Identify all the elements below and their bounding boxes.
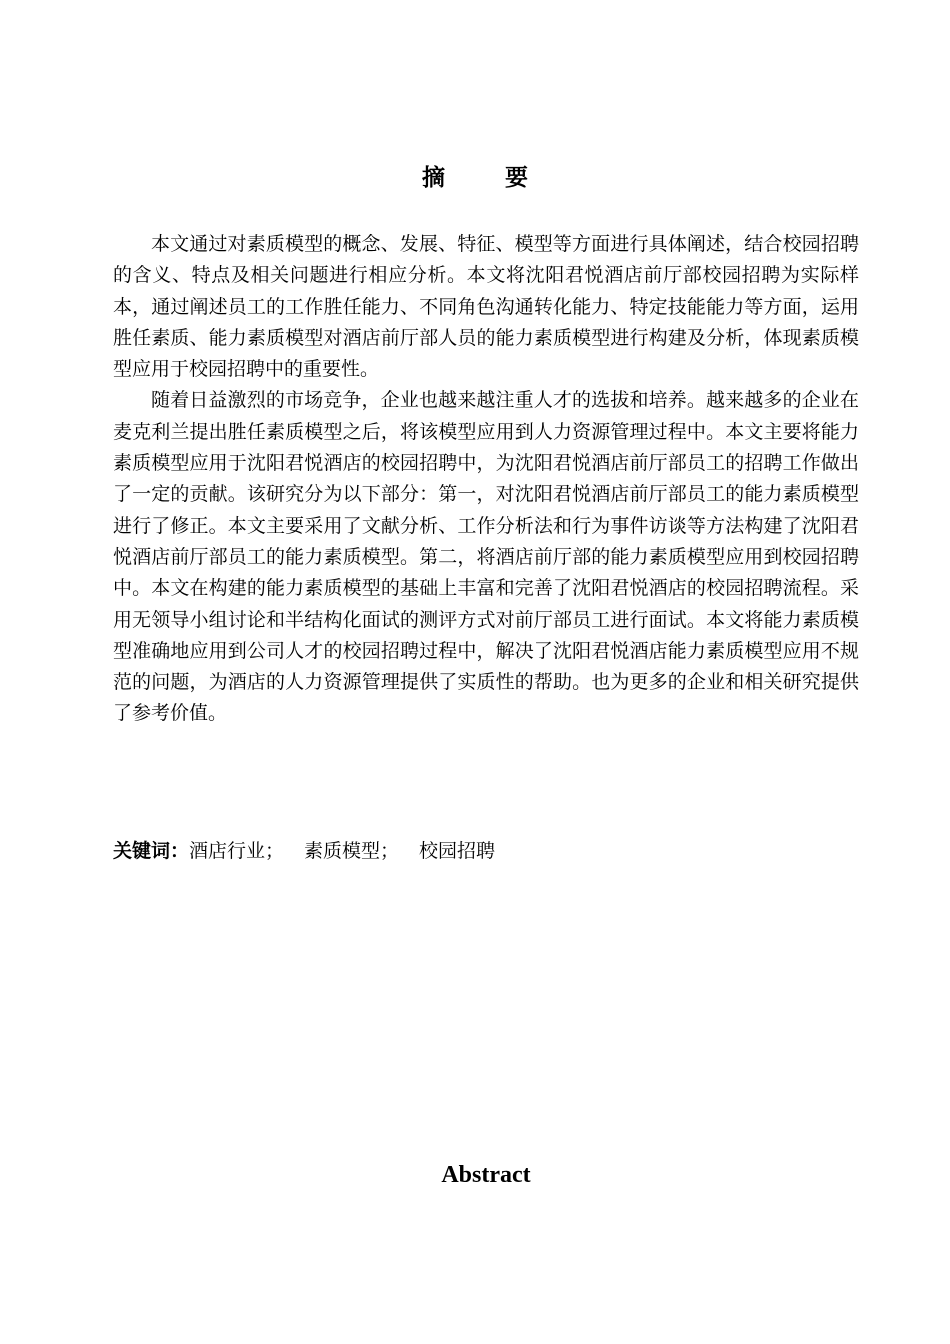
abstract-paragraph-2: 随着日益激烈的市场竞争，企业也越来越注重人才的选拔和培养。越来越多的企业在麦克利兰提出胜任素质模型之后，将该模型应用到人力资源管理过程中。本文主要将能力素质模型应用于沈阳君悦酒店的校园招聘中，为沈阳君悦酒店前厅部员工的招聘工作做出了一定的贡献。该研究分为以下部分：第一，对沈阳君悦酒店前厅部员工的能力素质模型进行了修正。本文主要采用了文献分析、工作分析法和行为事件访谈等方法构建了沈阳君悦酒店前厅部员工的能力素质模型。第二，将酒店前厅部的能力素质模型应用到校园招聘中。本文在构建的能力素质模型的基础上丰富和完善了沈阳君悦酒店的校园招聘流程。采用无领导小组讨论和半结构化面试的测评方式对前厅部员工进行面试。本文将能力素质模型准确地应用到公司人才的校园招聘过程中，解决了沈阳君悦酒店能力素质模型应用不规范的问题，为酒店的人力资源管理提供了实质性的帮助。也为更多的企业和相关研究提供了参考价值。 — [113, 389, 859, 725]
keywords-line — [113, 836, 859, 867]
keyword-item: 校园招聘 — [419, 840, 496, 862]
chinese-abstract-title: 摘 要 — [421, 165, 554, 191]
keyword-item: 素质模型； — [304, 840, 400, 862]
abstract-paragraph-1: 本文通过对素质模型的概念、发展、特征、模型等方面进行具体阐述，结合校园招聘的含义、特点及相关问题进行相应分析。本文将沈阳君悦酒店前厅部校园招聘为实际样本，通过阐述员工的工作胜任能力、不同角色沟通转化能力、特定技能能力等方面，运用胜任素质、能力素质模型对酒店前厅部人员的能力素质模型进行构建及分析，体现素质模型应用于校园招聘中的重要性。 — [113, 233, 859, 381]
keyword-item: 酒店行业； — [189, 840, 285, 862]
chinese-abstract-body — [113, 229, 859, 730]
keywords-label: 关键词： — [113, 840, 190, 862]
english-abstract-title: Abstract — [441, 1162, 531, 1188]
